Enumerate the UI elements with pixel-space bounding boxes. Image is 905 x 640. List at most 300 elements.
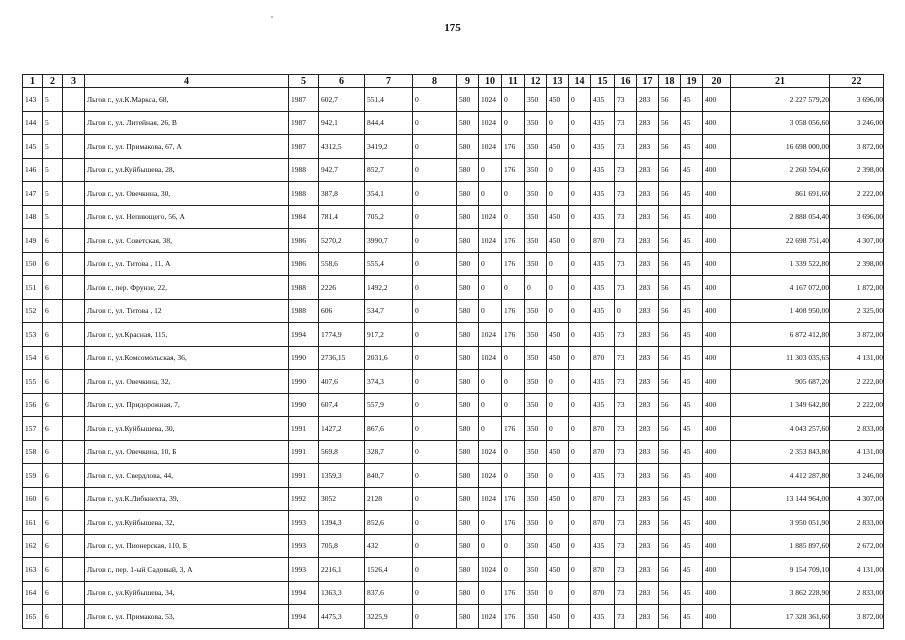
table-cell: 56 — [659, 88, 681, 112]
table-row — [23, 229, 884, 253]
table-cell: 2 260 594,60 — [731, 158, 830, 182]
table-cell: 0 — [413, 229, 457, 253]
table-cell: 350 — [525, 370, 547, 394]
table-cell — [63, 182, 85, 206]
table-cell: 6 — [43, 417, 63, 441]
address-cell: Льгов г., ул.К.Маркса, 68, — [85, 88, 289, 112]
table-cell: 0 — [569, 88, 591, 112]
table-cell: 0 — [547, 276, 569, 300]
table-cell: 450 — [547, 229, 569, 253]
table-cell: 580 — [457, 534, 479, 558]
table-cell: 870 — [591, 581, 615, 605]
table-cell: 0 — [413, 417, 457, 441]
table-cell: 0 — [569, 276, 591, 300]
table-cell: 400 — [703, 182, 731, 206]
table-cell: 1984 — [289, 205, 319, 229]
table-cell: 3 872,00 — [830, 605, 884, 629]
table-cell: 350 — [525, 252, 547, 276]
table-cell: 0 — [547, 393, 569, 417]
table-cell: 0 — [569, 605, 591, 629]
table-cell: 1492,2 — [365, 276, 413, 300]
table-cell: 0 — [569, 487, 591, 511]
table-cell: 0 — [479, 182, 502, 206]
table-cell: 283 — [637, 370, 659, 394]
table-cell: 0 — [569, 370, 591, 394]
table-cell: 157 — [23, 417, 43, 441]
address-cell: Льгов г., ул.К.Либкнехта, 39, — [85, 487, 289, 511]
table-cell: 350 — [525, 229, 547, 253]
table-cell: 45 — [681, 558, 703, 582]
table-cell: 0 — [413, 346, 457, 370]
table-cell: 73 — [615, 393, 637, 417]
table-cell: 1993 — [289, 511, 319, 535]
table-cell: 1024 — [479, 558, 502, 582]
table-cell: 867,6 — [365, 417, 413, 441]
table-cell: 4 167 072,00 — [731, 276, 830, 300]
table-cell: 2736,15 — [319, 346, 365, 370]
table-cell: 400 — [703, 534, 731, 558]
table-cell: 5 — [43, 158, 63, 182]
table-cell: 374,3 — [365, 370, 413, 394]
table-cell: 56 — [659, 393, 681, 417]
table-cell: 56 — [659, 252, 681, 276]
table-cell: 0 — [502, 276, 525, 300]
table-cell: 56 — [659, 558, 681, 582]
table-cell: 400 — [703, 135, 731, 159]
table-cell: 534,7 — [365, 299, 413, 323]
table-cell: 283 — [637, 276, 659, 300]
table-cell: 435 — [591, 205, 615, 229]
table-cell: 176 — [502, 323, 525, 347]
table-cell: 0 — [547, 299, 569, 323]
table-cell: 283 — [637, 158, 659, 182]
table-cell: 1991 — [289, 440, 319, 464]
table-cell: 161 — [23, 511, 43, 535]
table-cell: 73 — [615, 111, 637, 135]
column-header: 12 — [525, 75, 547, 88]
table-cell: 435 — [591, 534, 615, 558]
table-cell: 1991 — [289, 417, 319, 441]
column-header: 5 — [289, 75, 319, 88]
table-cell: 0 — [479, 581, 502, 605]
table-cell: 3419,2 — [365, 135, 413, 159]
table-cell: 852,6 — [365, 511, 413, 535]
table-cell: 0 — [525, 276, 547, 300]
table-cell: 580 — [457, 111, 479, 135]
table-cell: 3 696,00 — [830, 205, 884, 229]
table-cell: 0 — [502, 370, 525, 394]
table-cell: 6 — [43, 605, 63, 629]
table-cell: 2 833,00 — [830, 417, 884, 441]
table-cell: 2128 — [365, 487, 413, 511]
table-cell: 1 339 522,80 — [731, 252, 830, 276]
table-cell: 4 412 287,80 — [731, 464, 830, 488]
table-cell: 870 — [591, 346, 615, 370]
table-cell: 400 — [703, 417, 731, 441]
table-cell: 5270,2 — [319, 229, 365, 253]
table-cell: 1993 — [289, 534, 319, 558]
table-cell: 6 — [43, 346, 63, 370]
table-cell: 350 — [525, 299, 547, 323]
table-cell: 45 — [681, 346, 703, 370]
table-cell: 0 — [413, 299, 457, 323]
table-cell: 176 — [502, 135, 525, 159]
table-cell: 0 — [547, 111, 569, 135]
table-cell: 0 — [502, 558, 525, 582]
table-cell: 435 — [591, 393, 615, 417]
table-cell: 905 687,20 — [731, 370, 830, 394]
table-cell: 580 — [457, 511, 479, 535]
table-cell: 354,1 — [365, 182, 413, 206]
table-cell: 2031,6 — [365, 346, 413, 370]
table-cell: 2 398,00 — [830, 252, 884, 276]
table-cell: 0 — [569, 346, 591, 370]
table-cell: 163 — [23, 558, 43, 582]
column-header: 19 — [681, 75, 703, 88]
table-cell: 0 — [413, 370, 457, 394]
table-cell: 1991 — [289, 464, 319, 488]
table-cell: 400 — [703, 581, 731, 605]
column-header: 10 — [479, 75, 502, 88]
table-cell: 4475,3 — [319, 605, 365, 629]
table-cell: 400 — [703, 299, 731, 323]
table-cell: 45 — [681, 182, 703, 206]
table-cell: 2 325,00 — [830, 299, 884, 323]
table-cell: 176 — [502, 158, 525, 182]
table-cell: 1024 — [479, 323, 502, 347]
table-row — [23, 511, 884, 535]
address-cell: Льгов г., пер. Фрунзе, 22, — [85, 276, 289, 300]
table-cell: 0 — [547, 158, 569, 182]
table-cell: 3225,9 — [365, 605, 413, 629]
table-cell: 432 — [365, 534, 413, 558]
table-cell — [63, 464, 85, 488]
table-cell: 0 — [502, 111, 525, 135]
table-cell: 1024 — [479, 464, 502, 488]
column-header: 4 — [85, 75, 289, 88]
column-header: 13 — [547, 75, 569, 88]
table-row — [23, 534, 884, 558]
table-cell: 176 — [502, 605, 525, 629]
table-row — [23, 464, 884, 488]
table-cell: 400 — [703, 346, 731, 370]
table-cell: 176 — [502, 417, 525, 441]
table-cell: 0 — [569, 440, 591, 464]
table-cell: 45 — [681, 487, 703, 511]
scan-speck — [271, 16, 273, 18]
table-cell: 580 — [457, 88, 479, 112]
table-cell: 16 698 000,00 — [731, 135, 830, 159]
table-cell: 1988 — [289, 158, 319, 182]
table-cell — [63, 487, 85, 511]
table-cell: 328,7 — [365, 440, 413, 464]
table-cell: 0 — [502, 88, 525, 112]
table-cell: 0 — [413, 440, 457, 464]
table-cell: 1427,2 — [319, 417, 365, 441]
column-header: 2 — [43, 75, 63, 88]
table-cell: 56 — [659, 323, 681, 347]
table-cell: 705,8 — [319, 534, 365, 558]
table-cell: 17 328 361,60 — [731, 605, 830, 629]
table-cell: 3 696,00 — [830, 88, 884, 112]
table-cell: 861 691,60 — [731, 182, 830, 206]
table-cell: 350 — [525, 605, 547, 629]
table-cell: 176 — [502, 487, 525, 511]
table-cell: 4 131,00 — [830, 558, 884, 582]
table-cell: 0 — [413, 393, 457, 417]
table-cell: 283 — [637, 111, 659, 135]
table-cell: 45 — [681, 511, 703, 535]
table-cell: 0 — [413, 135, 457, 159]
table-cell: 580 — [457, 393, 479, 417]
table-cell: 435 — [591, 252, 615, 276]
table-row — [23, 581, 884, 605]
table-cell: 56 — [659, 605, 681, 629]
table-cell: 917,2 — [365, 323, 413, 347]
table-cell: 56 — [659, 276, 681, 300]
table-cell: 6 — [43, 299, 63, 323]
table-cell: 283 — [637, 252, 659, 276]
table-cell — [63, 417, 85, 441]
table-cell — [63, 605, 85, 629]
table-cell: 1024 — [479, 346, 502, 370]
table-cell: 0 — [413, 323, 457, 347]
table-cell: 283 — [637, 323, 659, 347]
table-cell: 607,4 — [319, 393, 365, 417]
table-cell: 0 — [413, 252, 457, 276]
table-cell: 4 043 257,60 — [731, 417, 830, 441]
table-cell: 11 303 035,65 — [731, 346, 830, 370]
table-cell: 73 — [615, 346, 637, 370]
table-cell: 450 — [547, 440, 569, 464]
table-cell: 450 — [547, 346, 569, 370]
table-cell: 2 398,00 — [830, 158, 884, 182]
table-cell: 400 — [703, 511, 731, 535]
table-cell: 56 — [659, 299, 681, 323]
table-cell: 283 — [637, 88, 659, 112]
table-cell: 435 — [591, 276, 615, 300]
table-cell: 1993 — [289, 558, 319, 582]
table-cell: 435 — [591, 135, 615, 159]
table-cell: 1986 — [289, 229, 319, 253]
table-cell — [63, 346, 85, 370]
table-cell: 2 353 843,80 — [731, 440, 830, 464]
table-cell: 283 — [637, 205, 659, 229]
table-cell: 580 — [457, 440, 479, 464]
table-cell: 0 — [479, 534, 502, 558]
table-cell — [63, 229, 85, 253]
table-cell: 844,4 — [365, 111, 413, 135]
table-cell: 350 — [525, 182, 547, 206]
table-cell: 0 — [547, 370, 569, 394]
table-cell: 283 — [637, 229, 659, 253]
table-cell: 56 — [659, 534, 681, 558]
table-cell: 350 — [525, 158, 547, 182]
table-cell: 3052 — [319, 487, 365, 511]
table-cell: 435 — [591, 323, 615, 347]
table-cell: 580 — [457, 229, 479, 253]
table-cell: 45 — [681, 464, 703, 488]
table-cell: 160 — [23, 487, 43, 511]
table-cell — [63, 111, 85, 135]
table-cell: 870 — [591, 487, 615, 511]
table-cell: 1987 — [289, 111, 319, 135]
table-cell: 45 — [681, 111, 703, 135]
table-cell: 5 — [43, 182, 63, 206]
table-cell — [63, 511, 85, 535]
table-cell: 56 — [659, 111, 681, 135]
table-cell — [63, 323, 85, 347]
table-cell: 73 — [615, 605, 637, 629]
table-cell: 6 — [43, 370, 63, 394]
table-row — [23, 88, 884, 112]
table-cell: 350 — [525, 464, 547, 488]
table-cell: 4 131,00 — [830, 346, 884, 370]
table-cell: 400 — [703, 440, 731, 464]
table-cell: 350 — [525, 581, 547, 605]
table-cell: 870 — [591, 440, 615, 464]
table-cell: 942,7 — [319, 158, 365, 182]
column-header: 9 — [457, 75, 479, 88]
table-cell: 5 — [43, 205, 63, 229]
table-cell: 450 — [547, 323, 569, 347]
header-row — [23, 75, 884, 88]
table-cell: 0 — [502, 393, 525, 417]
table-cell: 0 — [502, 205, 525, 229]
table-cell: 0 — [502, 182, 525, 206]
column-header: 20 — [703, 75, 731, 88]
table-cell: 176 — [502, 252, 525, 276]
table-cell — [63, 135, 85, 159]
table-cell: 45 — [681, 393, 703, 417]
table-cell: 4 307,00 — [830, 229, 884, 253]
table-cell: 283 — [637, 393, 659, 417]
table-cell: 45 — [681, 581, 703, 605]
table-cell: 6 — [43, 323, 63, 347]
table-cell — [63, 440, 85, 464]
table-cell: 580 — [457, 558, 479, 582]
table-cell: 73 — [615, 370, 637, 394]
table-cell: 580 — [457, 487, 479, 511]
table-cell: 6 — [43, 393, 63, 417]
table-row — [23, 393, 884, 417]
table-cell: 580 — [457, 276, 479, 300]
table-cell: 0 — [547, 417, 569, 441]
table-cell: 2 222,00 — [830, 370, 884, 394]
table-cell: 73 — [615, 487, 637, 511]
table-cell: 73 — [615, 534, 637, 558]
table-cell: 159 — [23, 464, 43, 488]
table-cell: 283 — [637, 299, 659, 323]
table-cell: 2 222,00 — [830, 393, 884, 417]
column-header: 7 — [365, 75, 413, 88]
table-cell: 158 — [23, 440, 43, 464]
table-cell: 6 — [43, 440, 63, 464]
table-cell: 350 — [525, 534, 547, 558]
table-cell: 400 — [703, 464, 731, 488]
table-cell: 0 — [502, 346, 525, 370]
table-cell: 870 — [591, 229, 615, 253]
table-cell: 400 — [703, 229, 731, 253]
table-cell: 1994 — [289, 581, 319, 605]
table-cell: 558,6 — [319, 252, 365, 276]
table-cell: 1024 — [479, 605, 502, 629]
table-cell: 151 — [23, 276, 43, 300]
table-cell: 9 154 709,10 — [731, 558, 830, 582]
table-cell: 450 — [547, 558, 569, 582]
table-cell: 0 — [569, 111, 591, 135]
table-cell: 435 — [591, 299, 615, 323]
table-cell: 0 — [547, 581, 569, 605]
table-cell: 0 — [547, 511, 569, 535]
table-cell: 350 — [525, 346, 547, 370]
table-cell: 145 — [23, 135, 43, 159]
table-cell: 73 — [615, 182, 637, 206]
table-cell: 144 — [23, 111, 43, 135]
table-row — [23, 558, 884, 582]
table-cell: 0 — [569, 205, 591, 229]
table-cell: 580 — [457, 158, 479, 182]
table-cell: 580 — [457, 370, 479, 394]
table-cell: 387,8 — [319, 182, 365, 206]
table-cell: 56 — [659, 581, 681, 605]
table-cell: 350 — [525, 88, 547, 112]
table-cell: 73 — [615, 205, 637, 229]
table-cell — [63, 393, 85, 417]
table-cell: 1024 — [479, 487, 502, 511]
address-cell: Льгов г., ул. Овечкина, 32, — [85, 370, 289, 394]
table-cell: 1990 — [289, 370, 319, 394]
table-row — [23, 135, 884, 159]
table-cell: 56 — [659, 158, 681, 182]
table-cell: 0 — [413, 205, 457, 229]
table-cell: 13 144 964,00 — [731, 487, 830, 511]
address-cell: Льгов г., ул. Непиющего, 56, А — [85, 205, 289, 229]
table-cell: 1986 — [289, 252, 319, 276]
table-cell: 56 — [659, 487, 681, 511]
table-cell — [63, 276, 85, 300]
address-cell: Льгов г., ул. Овечкина, 30, — [85, 182, 289, 206]
column-header: 6 — [319, 75, 365, 88]
table-cell: 0 — [547, 464, 569, 488]
table-cell: 580 — [457, 299, 479, 323]
table-cell: 45 — [681, 323, 703, 347]
table-cell — [63, 252, 85, 276]
table-cell: 22 698 751,40 — [731, 229, 830, 253]
address-cell: Льгов г., ул.Красная, 115, — [85, 323, 289, 347]
table-cell: 1987 — [289, 135, 319, 159]
table-cell: 435 — [591, 605, 615, 629]
table-cell: 1024 — [479, 88, 502, 112]
address-cell: Льгов г., ул.Куйбышева, 30, — [85, 417, 289, 441]
table-cell: 580 — [457, 605, 479, 629]
table-cell: 2 222,00 — [830, 182, 884, 206]
table-cell: 0 — [413, 581, 457, 605]
table-cell: 0 — [479, 370, 502, 394]
table-cell: 149 — [23, 229, 43, 253]
table-cell: 45 — [681, 88, 703, 112]
table-cell: 2 888 054,40 — [731, 205, 830, 229]
table-cell: 580 — [457, 464, 479, 488]
table-cell: 1988 — [289, 299, 319, 323]
table-cell: 580 — [457, 205, 479, 229]
table-row — [23, 158, 884, 182]
address-cell: Льгов г., ул.Комсомольская, 36, — [85, 346, 289, 370]
column-header: 8 — [413, 75, 457, 88]
table-cell: 400 — [703, 276, 731, 300]
table-cell: 1024 — [479, 229, 502, 253]
table-cell: 4 307,00 — [830, 487, 884, 511]
